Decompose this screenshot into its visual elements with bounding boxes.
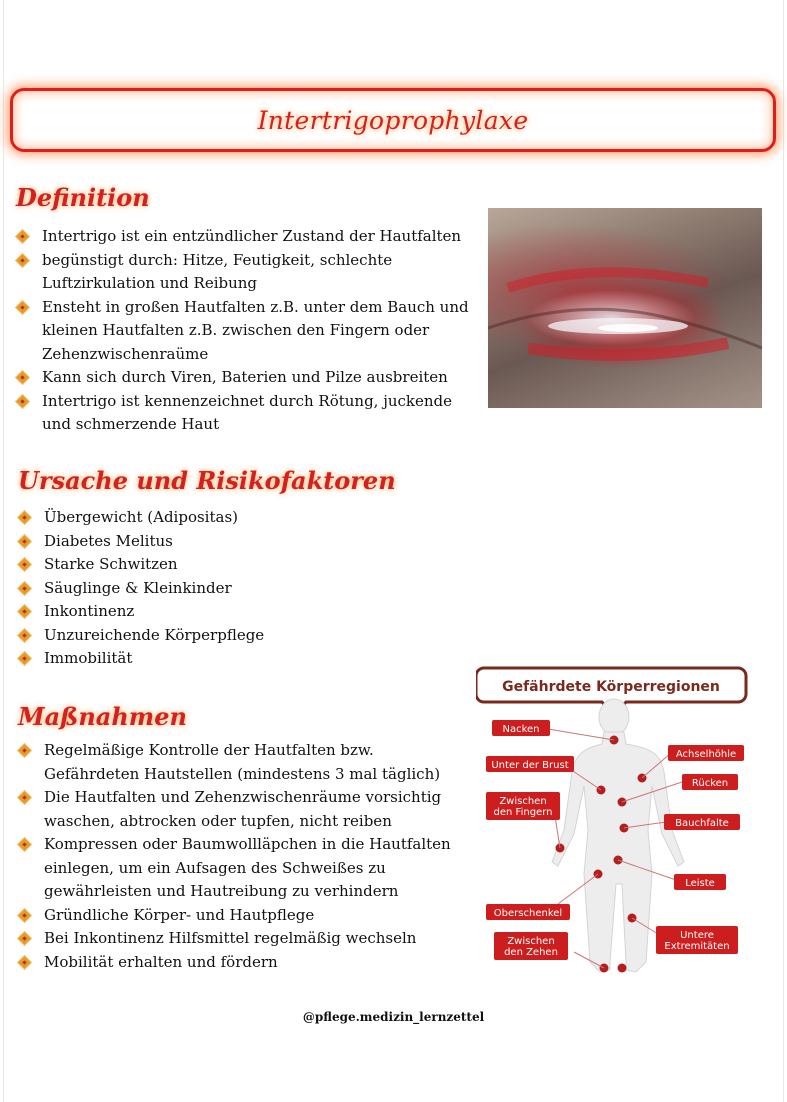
definition-heading: Definition	[16, 183, 150, 212]
list-item: Die Hautfalten und Zehenzwischenräume vorsichtig waschen, abtrocken oder tupfen, nicht reiben	[16, 786, 466, 833]
body-regions-infographic	[476, 662, 752, 980]
diamond-bullet-icon	[16, 301, 29, 314]
label-ruecken: Rücken	[691, 778, 729, 789]
measures-list	[16, 739, 466, 974]
label-untere-ext-1: Untere	[680, 930, 714, 941]
causes-heading: Ursache und Risikofaktoren	[18, 466, 396, 495]
measures-heading: Maßnahmen	[18, 702, 187, 731]
list-item: Kompressen oder Baumwollläpchen in die Hautfalten einlegen, um ein Aufsagen des Schweißes zu gewährleisten und Hautreibung zu verhindern	[16, 833, 466, 904]
list-item: Starke Schwitzen	[16, 553, 456, 577]
list-item: Gründliche Körper- und Hautpflege	[16, 904, 466, 928]
label-zwischen-fingern-1: Zwischen	[499, 796, 547, 807]
list-item: Intertrigo ist kennenzeichnet durch Rötung, juckende und schmerzende Haut	[14, 390, 474, 437]
label-nacken: Nacken	[502, 724, 540, 735]
infographic-title: Gefährdete Körperregionen	[502, 679, 720, 695]
label-bauchfalte: Bauchfalte	[675, 818, 729, 829]
label-zwischen-fingern-2: den Fingern	[493, 807, 553, 818]
title-banner	[10, 88, 776, 152]
label-unter-der-brust: Unter der Brust	[491, 760, 569, 771]
diamond-bullet-icon	[18, 838, 31, 851]
diamond-bullet-icon	[18, 956, 31, 969]
list-item: Bei Inkontinenz Hilfsmittel regelmäßig wechseln	[16, 927, 466, 951]
label-zwischen-zehen-1: Zwischen	[507, 936, 555, 947]
label-oberschenkel: Oberschenkel	[493, 908, 563, 919]
list-item: Intertrigo ist ein entzündlicher Zustand der Hautfalten	[14, 225, 474, 249]
diamond-bullet-icon	[18, 605, 31, 618]
skin-fold-image	[488, 208, 762, 408]
diamond-bullet-icon	[18, 652, 31, 665]
list-item: Inkontinenz	[16, 600, 456, 624]
body-diagram	[476, 662, 752, 980]
list-item: Ensteht in großen Hautfalten z.B. unter dem Bauch und kleinen Hautfalten z.B. zwischen den Fingern oder Zehenzwischenraüme	[14, 296, 474, 367]
causes-list	[16, 506, 456, 671]
list-item: Kann sich durch Viren, Baterien und Pilze ausbreiten	[14, 366, 474, 390]
page-title: Intertrigoprophylaxe	[257, 105, 529, 135]
diamond-bullet-icon	[18, 629, 31, 642]
list-item: Mobilität erhalten und fördern	[16, 951, 466, 975]
list-item: Immobilität	[16, 647, 456, 671]
list-item: Diabetes Melitus	[16, 530, 456, 554]
diamond-bullet-icon	[18, 582, 31, 595]
diamond-bullet-icon	[16, 371, 29, 384]
footer-credit: @pflege.medizin_lernzettel	[302, 1010, 485, 1024]
diamond-bullet-icon	[16, 395, 29, 408]
list-item: Säuglinge & Kleinkinder	[16, 577, 456, 601]
list-item: begünstigt durch: Hitze, Feutigkeit, schlechte Luftzirkulation und Reibung	[14, 249, 474, 296]
list-item: Regelmäßige Kontrolle der Hautfalten bzw. Gefährdeten Hautstellen (mindestens 3 mal täglich)	[16, 739, 466, 786]
diamond-bullet-icon	[16, 254, 29, 267]
label-zwischen-zehen-2: den Zehen	[504, 947, 558, 958]
list-item: Unzureichende Körperpflege	[16, 624, 456, 648]
diamond-bullet-icon	[18, 932, 31, 945]
diamond-bullet-icon	[18, 744, 31, 757]
diamond-bullet-icon	[18, 535, 31, 548]
definition-list	[14, 225, 474, 437]
diamond-bullet-icon	[18, 791, 31, 804]
label-leiste: Leiste	[685, 878, 715, 889]
label-untere-ext-2: Extremitäten	[664, 941, 730, 952]
list-item: Übergewicht (Adipositas)	[16, 506, 456, 530]
diamond-bullet-icon	[16, 230, 29, 243]
diamond-bullet-icon	[18, 909, 31, 922]
diamond-bullet-icon	[18, 511, 31, 524]
label-achselhoehle: Achselhöhle	[675, 749, 737, 760]
diamond-bullet-icon	[18, 558, 31, 571]
intertrigo-photo	[488, 208, 762, 408]
